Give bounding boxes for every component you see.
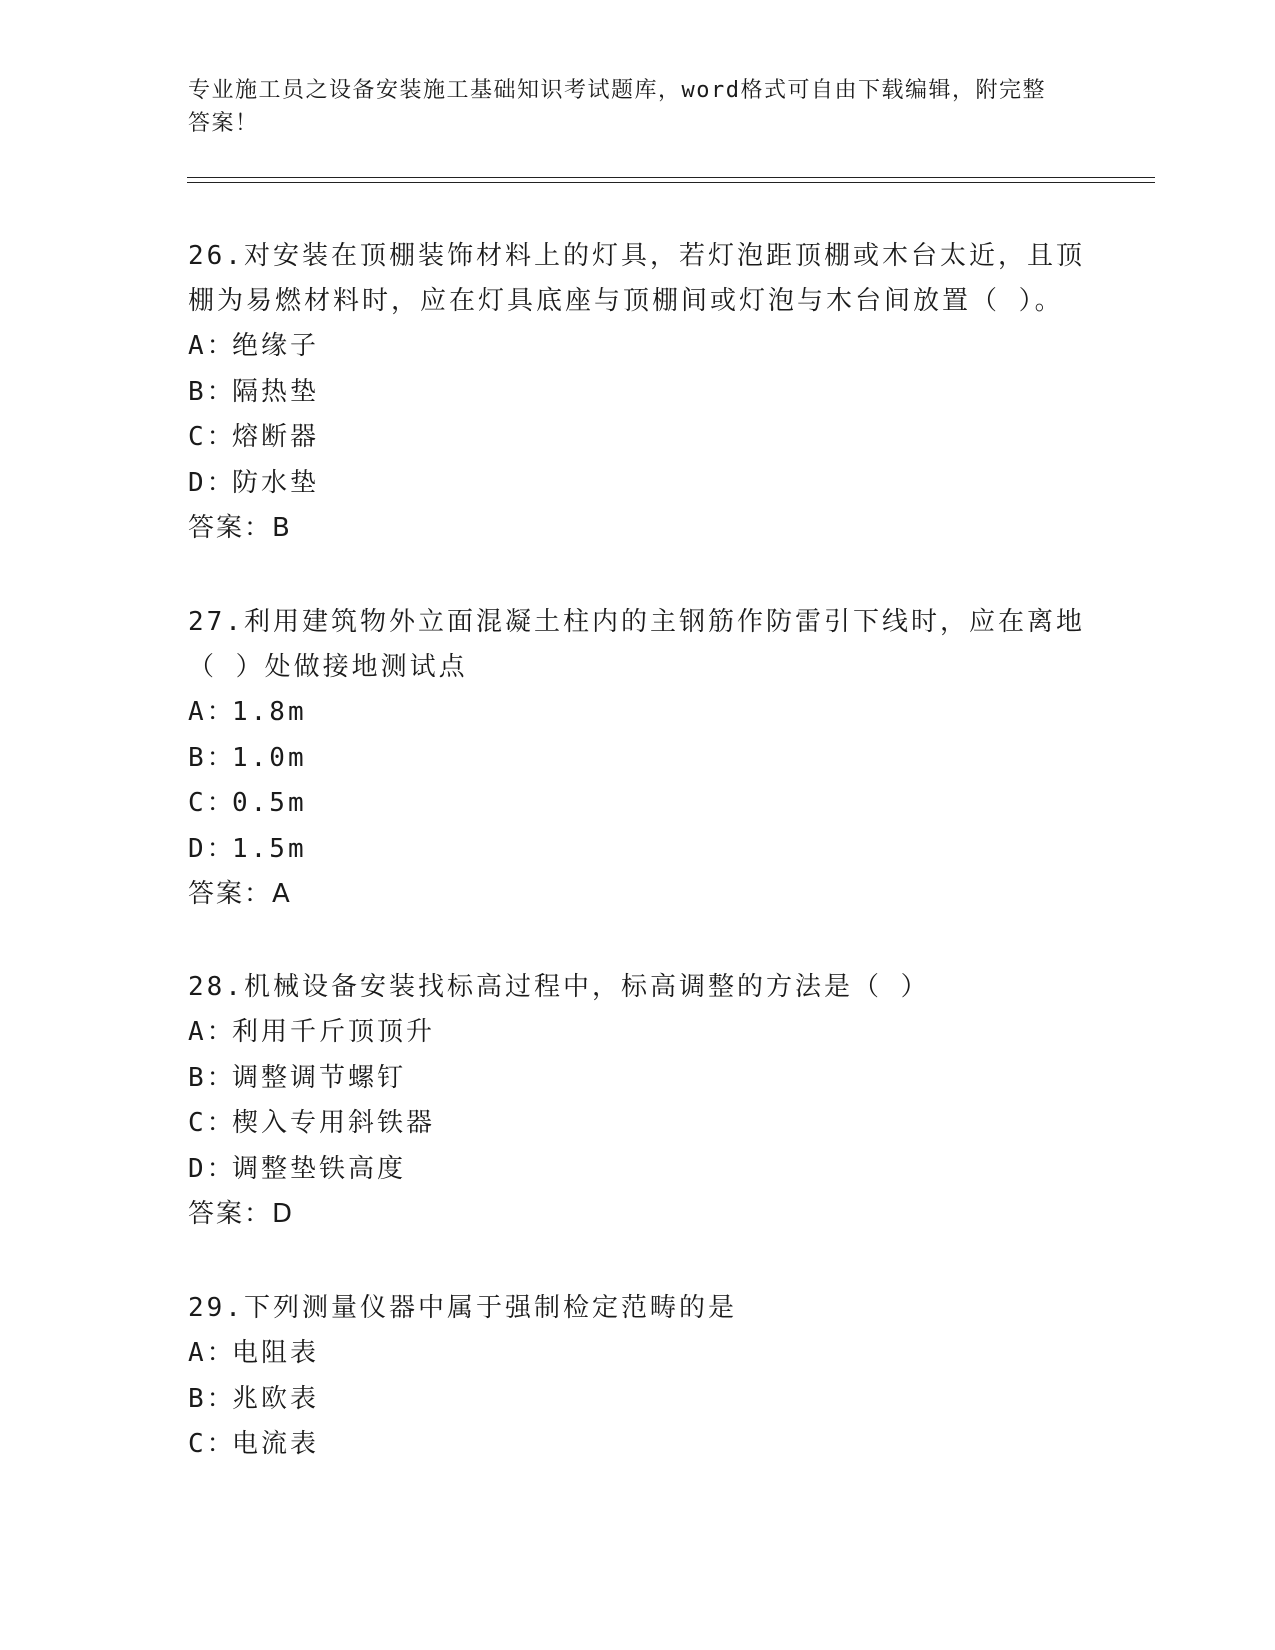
question-29 [188, 1286, 1088, 1468]
option-key: A： [188, 331, 236, 361]
option-key: B： [188, 1062, 236, 1093]
option-d [188, 1147, 1088, 1193]
option-key: B： [188, 742, 236, 773]
option-key: C： [188, 1108, 236, 1138]
answer-line [188, 1192, 1088, 1238]
option-text: 1.8m [232, 697, 307, 727]
option-a [188, 1010, 1088, 1056]
option-b [188, 370, 1088, 416]
option-key: C： [188, 1429, 236, 1459]
option-b [188, 1377, 1088, 1423]
option-key: B： [188, 1383, 236, 1414]
answer-value: B [272, 513, 292, 543]
option-key: C： [188, 788, 236, 818]
option-text: 电阻表 [232, 1338, 320, 1368]
answer-value: A [272, 879, 292, 909]
option-key: C： [188, 422, 236, 452]
document-header: 专业施工员之设备安装施工基础知识考试题库，word格式可自由下载编辑，附完整答案！ [188, 78, 1046, 136]
option-key: A： [188, 1338, 236, 1368]
option-text: 隔热垫 [232, 376, 320, 407]
option-a [188, 1331, 1088, 1377]
option-text: 绝缘子 [232, 331, 320, 361]
question-stem: 29.下列测量仪器中属于强制检定范畴的是 [188, 1293, 737, 1323]
option-text: 防水垫 [232, 467, 320, 498]
option-key: D： [188, 1153, 236, 1184]
question-27 [188, 600, 1088, 918]
option-c [188, 781, 1088, 827]
option-b [188, 1056, 1088, 1102]
option-text: 调整垫铁高度 [232, 1153, 407, 1184]
question-stem: 26.对安装在顶棚装饰材料上的灯具，若灯泡距顶棚或木台太近，且顶棚为易燃材料时，应在灯具底座与顶棚间或灯泡与木台间放置（ ）。 [188, 241, 1085, 316]
question-stem: 28.机械设备安装找标高过程中，标高调整的方法是（ ） [188, 972, 930, 1002]
option-text: 兆欧表 [232, 1383, 320, 1414]
option-c [188, 415, 1088, 461]
option-c [188, 1422, 1088, 1468]
option-d [188, 827, 1088, 873]
answer-line [188, 872, 1088, 918]
option-c [188, 1101, 1088, 1147]
option-key: A： [188, 1017, 236, 1047]
question-26 [188, 234, 1088, 552]
option-text: 调整调节螺钉 [232, 1062, 407, 1093]
answer-label: 答案： [188, 513, 273, 543]
option-text: 利用千斤顶顶升 [232, 1017, 436, 1047]
question-28 [188, 965, 1088, 1238]
option-text: 楔入专用斜铁器 [232, 1108, 436, 1138]
header-divider-top [187, 177, 1155, 178]
answer-label: 答案： [188, 879, 273, 909]
answer-line [188, 506, 1088, 552]
option-text: 0.5m [232, 788, 307, 818]
option-key: A： [188, 697, 236, 727]
answer-label: 答案： [188, 1199, 273, 1229]
option-key: B： [188, 376, 236, 407]
option-text: 1.0m [232, 742, 307, 773]
question-stem: 27.利用建筑物外立面混凝土柱内的主钢筋作防雷引下线时，应在离地（ ）处做接地测试点 [188, 607, 1085, 682]
option-d [188, 461, 1088, 507]
answer-value: D [272, 1199, 295, 1229]
option-text: 1.5m [232, 833, 307, 864]
option-key: D： [188, 467, 236, 498]
option-text: 熔断器 [232, 422, 320, 452]
header-divider-bottom [187, 182, 1155, 183]
option-a [188, 324, 1088, 370]
option-b [188, 736, 1088, 782]
option-key: D： [188, 833, 236, 864]
option-text: 电流表 [232, 1429, 320, 1459]
option-a [188, 690, 1088, 736]
